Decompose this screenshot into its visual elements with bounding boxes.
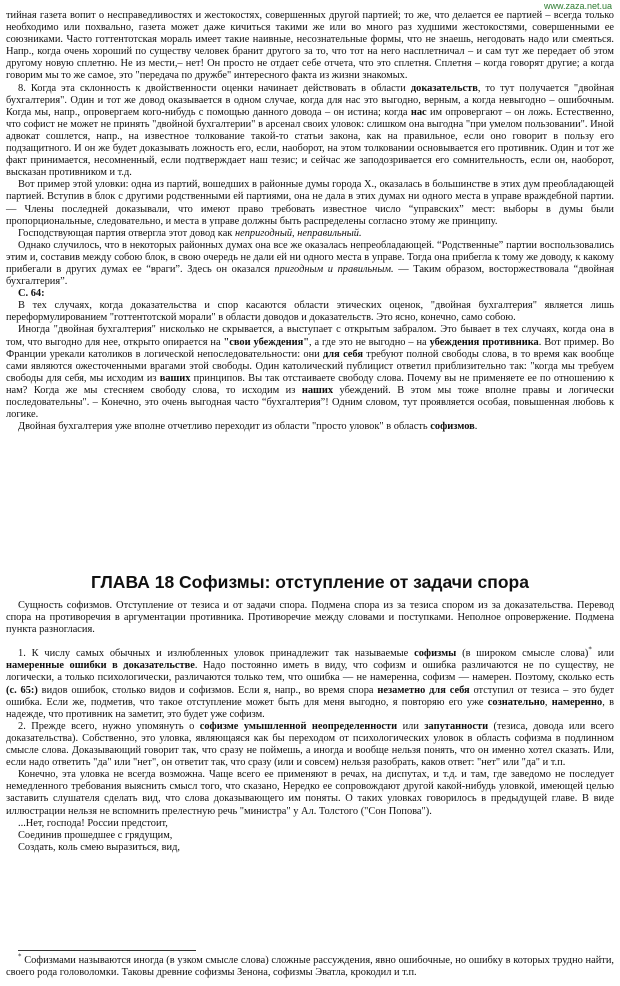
paragraph-double-bookkeeping (6, 83, 614, 180)
bold-term: "свои убеждения" (223, 336, 310, 348)
bold-term: незаметно для себя (377, 684, 470, 696)
text-run: 1. К числу самых обычных и излюбленных уловок принадлежит так называемые (18, 648, 415, 660)
paragraph-open-visor (6, 324, 614, 421)
bold-term: убеждения противника (429, 336, 539, 348)
chapter-summary: Сущность софизмов. Отступление от тезиса и от задачи спора. Подмена спора из за тезиса спором из за доказательства. Перевод спора на противоречия в аргументации противника. Противоречие между словами и поступками. Неполное опровержение. Подмена пункта разногласия. (6, 600, 614, 636)
footnote-divider (18, 950, 196, 951)
bold-term: ваших (159, 372, 191, 384)
footnote-text: Софизмами называются иногда (в узком смысле слова) сложные рассуждения, явно ошибочные, но ошибку в которых трудно найти, своего рода головоломки. Таковы древние софизмы Зенона, софизмы Эватла, крокодил и т.п. (6, 955, 614, 979)
text-run: Двойная бухгалтерия уже вполне отчетливо переходит из области "просто уловок" в область (18, 421, 431, 433)
bold-term: софизмы (414, 648, 457, 660)
text-run: , в надежде, что противник на заметит, это будет уже софизм. (6, 696, 614, 720)
text-run: . Надо постоянно иметь в виду, что софизм и ошибка различаются не по существу, не логически, а только психологически, различаются только тем, что ошибка — не намеренна, софизм — намерен. Поэтому, сколько есть (6, 660, 615, 684)
bold-term: наших (301, 384, 334, 396)
bottom-text-block (6, 600, 614, 854)
bold-term: софизмов (430, 421, 475, 433)
page-number-label: С. 64: (18, 288, 45, 300)
page-reference: (с. 65:) (6, 684, 38, 696)
site-url[interactable]: www.zaza.net.ua (543, 1, 612, 11)
verse-line: Соединив прошедшее с грядущим, (18, 829, 173, 841)
verse-line: ...Нет, господа! России предстоит, (18, 817, 168, 829)
chapter-heading: ГЛАВА 18 Софизмы: отступление от задачи спора (91, 572, 529, 592)
bold-term: запутанности (424, 720, 489, 732)
bold-term: намеренные ошибки в доказательстве (6, 660, 195, 672)
paragraph-transition-to-sophisms (6, 421, 614, 433)
paragraph-not-always-possible: Конечно, эта уловка не всегда возможна. Чаще всего ее применяют в речах, на диспутах, и т.д. и там, где заведомо не последует немедленного требования выяснить смысл того, что сказано, Нередко ее сопровождают другой какой-нибудь уловкой, имеющей целью заставить слушателя сделать вид, что слова доказывающего им поняты. О таких уловках говорилось в предыдущей главе. В виде иллюстрации нельзя не вспомнить прелестную речь "министра" у Ал. Толстого ("Сон Попова"). (6, 769, 614, 817)
text-run: — Таким образом, восторжествовала “двойная бухгалтерия”. (6, 263, 614, 288)
bold-term: нас (410, 106, 427, 118)
text-run: (тезиса, довода или всего доказательства). Собственно, это уловка, являющаяся как бы переходом от психологических уловок в область софизма в подлинном смысле слова. Доказывающий говорит так, что сразу не поймешь, а иногда и вообще нельзя понять, что он именно хотел сказать. Или, если надо ответить "да" или "нет", он ответит так, что сразу (или и совсем) нельзя разобрать, каков ответ: "нет" или "да" и т.п. (6, 720, 614, 769)
page-label (6, 288, 614, 300)
paragraph-ethical-evaluations: В тех случаях, когда доказательства и спор касаются области этических оценок, "двойная бухгалтерия" является лишь переформулированием "готтентотской морали" в области доводов и доказательств. Это ясно, конечно, само собою. (6, 300, 614, 324)
paragraph-sophisms-definition (6, 645, 615, 721)
text-run: , то тут получается "двойная бухгалтерия". Один и тот же довод оказывается в одном случае, когда для нас это выгодно, верным, а когда невыгодно – ошибочным. Когда мы, напр., опровергаем кого-нибудь с помощью данного довода – он истина; когда (6, 82, 614, 118)
text-run: (в широком смысле слова) (456, 648, 589, 660)
text-run: 8. Когда эта склонность к двойственности оценки начинает действовать в области (18, 82, 411, 94)
paragraph-however (6, 240, 614, 288)
text-run: или (397, 720, 425, 732)
text-run: убеждений. В этом мы тоже вполне правы и логически последовательны". – Конечно, это очень выгодная часто “бухгалтерия”! Одним словом, тут проявляется особая, повышенная любовь к логике. (6, 384, 614, 421)
text-run: требуют полной свободы слова, в то время как вообще сами являются ожесточенными врагами этой свободы. Один католический публицист ответил приблизительно так: "когда мы требуем свободы для себя, мы исходим из (6, 348, 614, 384)
footnote-marker[interactable]: * (588, 645, 592, 654)
text-run: , (544, 696, 552, 708)
footnote-star: * (18, 952, 22, 961)
text-run: . Вот пример. Во Франции урекали католиков в логической непоследовательности: они (6, 336, 615, 360)
paragraph-vagueness-sophism (6, 721, 614, 769)
italic-phrase: пригодным и правильным. (274, 263, 394, 275)
verse-line: Создать, коль смею выразиться, вид, (18, 841, 180, 853)
text-run: или (591, 648, 615, 660)
footnote (6, 952, 614, 979)
bold-term: намеренно (551, 696, 603, 708)
text-run: , а где это не выгодно – на (309, 336, 430, 348)
bold-term: софизме умышленной неопределенности (199, 720, 398, 732)
text-run: им опровергают – он ложь. Естественно, что софист не может не принять "двойной бухгалтерии" в арсенал своих уловок: слишком она выгодна "при умелом пользовании". Иной адвокат сошлется, напр., на известное толкование такой-то статьи закона, как на правильное, если оно говорит в пользу его подзащитного. И он же будет доказывать ложность его, если, наоборот, на этом толковании основывается его противник. Один и тот же факт принимается, несомненный, если подтверждает наш тезис; и сейчас же заподозривается его сомнительность, если он, наоборот, высказан противником и т.д. (6, 106, 614, 179)
italic-phrase: непригодный, неправильный. (234, 227, 362, 239)
top-text-block (6, 10, 614, 433)
text-run: отступил от тезиса – это будет ошибка. Если же, подметив, что такое отступление может быть для меня выгодно, я повторяю его уже (6, 684, 614, 708)
text-run: 2. Прежде всего, нужно упомянуть о (18, 720, 200, 732)
bold-term: доказательств (410, 82, 478, 94)
paragraph-ruling-party (6, 228, 614, 240)
paragraph-example-duma (6, 179, 614, 227)
text-run: Вот пример этой уловки: одна из партий, вошедших в районные думы города X., оказалась в большинстве в этих дум преобладающей партией. Вступив в блок с другими родственными ей партиями, она не дала в этих думах ни одного места в управе враждебной партии. — Члены последней доказывали, что имеют право требовать известное число “управских” мест: выборы в думы были пропорциональные, следовательно, и места в управе должны быть распределены согласно этому же принципу. (6, 179, 614, 227)
paragraph-hottentot-morality: тийная газета вопит о несправедливостях и жестокостях, совершенных другой партией; то же, что делается ее партией – всегда только необходимо или похвально, газета может даже кичиться такими же или во много раз худшими жестокостями, совершенными ее союзниками. Часто готтентотская мораль имеет такие наивные, несознательные формы, что не знаешь, негодовать надо или смеяться. Напр., когда очень хороший по существу человек бранит другого за то, что тот на него насплетничал – и сам тут же передает об этом другому новую сплетню. Не из мести,– нет! Он просто не отдает себе отчета, что это сплетня. Сплетня – когда говорят другие; а когда говорим мы то же самое, это "передача по дружбе" интересного факта из жизни знакомых. (6, 10, 614, 82)
text-run: Господствующая партия отвергла этот довод как (18, 227, 235, 239)
bold-term: для себя (323, 348, 363, 360)
text-run: принципов. Вы так отстаиваете свободу слова. Почему вы не применяете ее по отношению к нам? Когда же мы стесняем свободу слова, то исходим из (6, 372, 614, 396)
text-run: видов ошибок, столько видов и софизмов. Если я, напр., во время спора (37, 684, 378, 696)
text-run: Иногда "двойная бухгалтерия" нисколько не скрывается, а выступает с открытым забралом. Это бывает в тех случаях, когда она в том, что выгодно для нее, открыто опирается на (6, 324, 614, 348)
text-run: . (474, 421, 478, 433)
text-run: Однако случилось, что в некоторых районных думах она все же оказалась непреобладающей. “Родственные” партии воспользовались этим и, составив между собою блок, в свою очередь не дали ей ни одного места в управе. Тогда она прибегла к тому же доводу, к какому прибегали в других думах ее “враги”. Здесь он оказался (6, 239, 614, 275)
bold-term: сознательно (487, 696, 545, 708)
